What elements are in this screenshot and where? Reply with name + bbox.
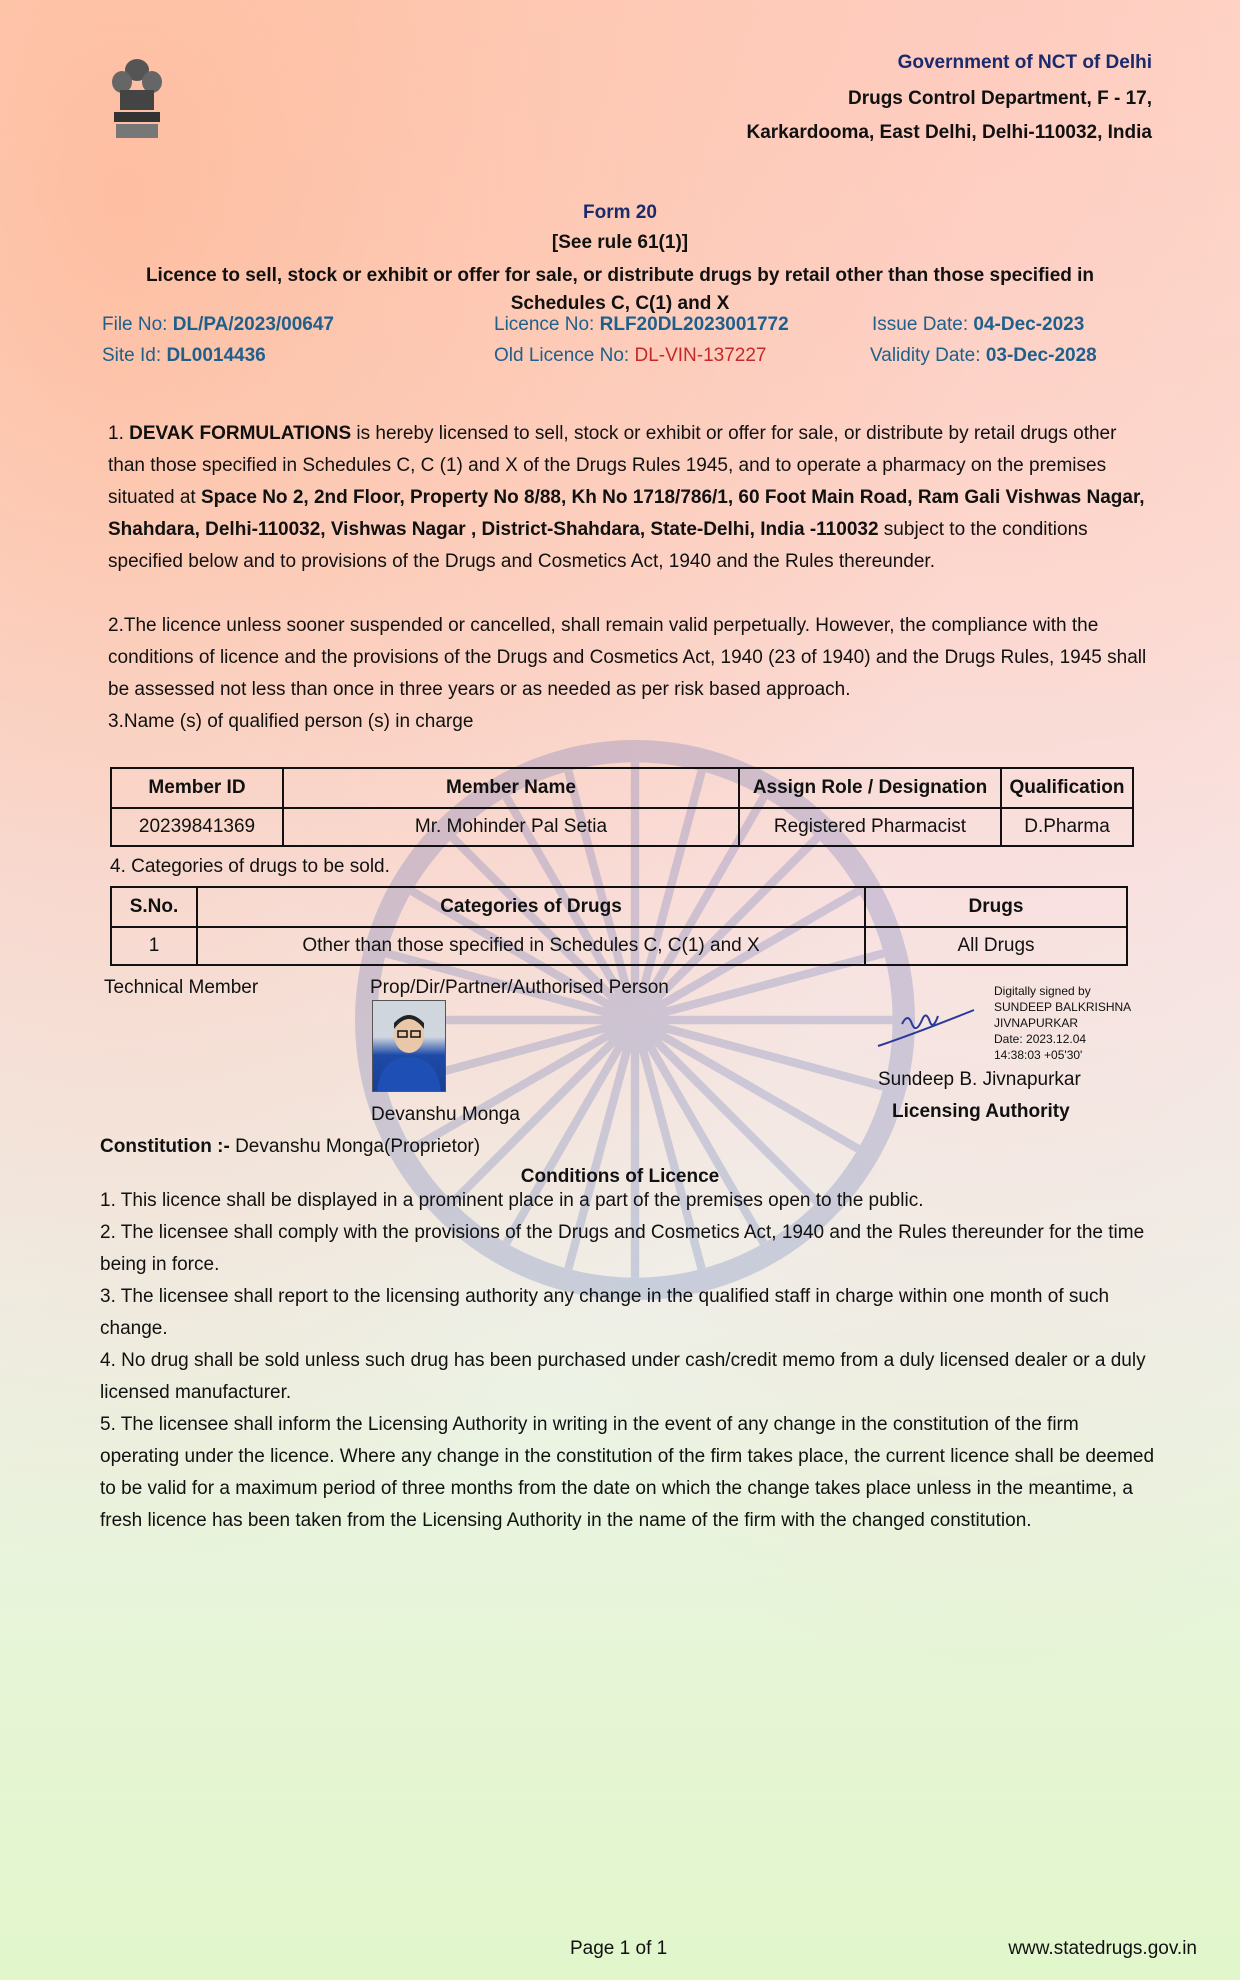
licence-paragraph-3: 3.Name (s) of qualified person (s) in charge	[108, 711, 474, 732]
proprietor-name: Devanshu Monga	[371, 1104, 520, 1125]
col-member-id: Member ID	[111, 768, 283, 808]
form-rule: [See rule 61(1)]	[551, 232, 689, 253]
list-item: 4. No drug shall be sold unless such drug has been purchased under cash/credit memo from a duly licensed dealer or a duly licensed manufacturer.	[100, 1350, 1146, 1403]
form-title: Form 20	[583, 202, 657, 223]
file-no: File No: DL/PA/2023/00647	[102, 314, 334, 335]
conditions-title: Conditions of Licence	[520, 1166, 720, 1187]
digital-signature-block: Digitally signed by SUNDEEP BALKRISHNA JIVNAPURKAR Date: 2023.12.04 14:38:03 +05'30'	[994, 984, 1132, 1062]
technical-member-label: Technical Member	[104, 977, 259, 998]
licence-no: Licence No: RLF20DL2023001772	[494, 314, 789, 335]
col-member-name: Member Name	[283, 768, 739, 808]
national-emblem-icon	[106, 56, 168, 142]
prop-label: Prop/Dir/Partner/Authorised Person	[370, 977, 669, 998]
table-row: 1 Other than those specified in Schedules C, C(1) and X All Drugs	[111, 927, 1127, 965]
licence-title-line-1: Licence to sell, stock or exhibit or offer for sale, or distribute drugs by retail other than those specified in	[145, 265, 1095, 286]
col-categories: Categories of Drugs	[197, 887, 865, 927]
person-photo-icon	[373, 1001, 445, 1091]
firm-name: DEVAK FORMULATIONS	[129, 423, 352, 444]
list-item: 2. The licensee shall comply with the provisions of the Drugs and Cosmetics Act, 1940 and the Rules thereunder for the time being in force.	[100, 1222, 1145, 1275]
page-number: Page 1 of 1	[570, 1938, 668, 1959]
proprietor-photo	[372, 1000, 446, 1092]
col-sno: S.No.	[111, 887, 197, 927]
authority-title: Licensing Authority	[892, 1101, 1070, 1122]
table-row: 20239841369 Mr. Mohinder Pal Setia Registered Pharmacist D.Pharma	[111, 808, 1133, 846]
department-address: Karkardooma, East Delhi, Delhi-110032, India	[746, 122, 1152, 143]
conditions-list	[100, 1185, 1160, 1537]
col-role: Assign Role / Designation	[739, 768, 1001, 808]
col-qualification: Qualification	[1001, 768, 1133, 808]
government-name: Government of NCT of Delhi	[897, 52, 1152, 73]
authority-name: Sundeep B. Jivnapurkar	[878, 1069, 1081, 1090]
licence-paragraph-2: 2.The licence unless sooner suspended or cancelled, shall remain valid perpetually. However, the compliance with the conditions of licence and the provisions of the Drugs and Cosmetics Act, 1940 (23 of 1940) and the Drugs Rules, 1945 shall be assessed not less than once in three years or as needed as per risk based approach.	[108, 615, 1147, 700]
old-licence-no: Old Licence No: DL-VIN-137227	[494, 345, 767, 366]
list-item: 1. This licence shall be displayed in a prominent place in a part of the premises open to the public.	[100, 1190, 924, 1211]
department-name: Drugs Control Department, F - 17,	[847, 88, 1152, 109]
constitution: Constitution :- Devanshu Monga(Proprietor)	[100, 1136, 481, 1157]
list-item: 3. The licensee shall report to the licensing authority any change in the qualified staff in charge within one month of such change.	[100, 1286, 1110, 1339]
licence-title-line-2: Schedules C, C(1) and X	[510, 293, 730, 314]
issue-date: Issue Date: 04-Dec-2023	[872, 314, 1085, 335]
site-id: Site Id: DL0014436	[102, 345, 266, 366]
list-item: 5. The licensee shall inform the Licensing Authority in writing in the event of any change in the constitution of the firm operating under the licence. Where any change in the constitution of the firm takes place, the current licence shall be deemed to be valid for a maximum period of three months from the date on which the change takes place unless in the meantime, a fresh licence has been taken from the Licensing Authority in the name of the firm with the changed constitution.	[100, 1414, 1155, 1531]
col-drugs: Drugs	[865, 887, 1127, 927]
drug-categories-table	[110, 886, 1128, 966]
table-header-row	[111, 768, 1133, 808]
validity-date: Validity Date: 03-Dec-2028	[870, 345, 1097, 366]
signature-scribble-icon	[874, 996, 984, 1052]
table-header-row	[111, 887, 1127, 927]
licence-paragraph-4: 4. Categories of drugs to be sold.	[110, 856, 390, 877]
qualified-persons-table	[110, 767, 1134, 847]
licence-paragraph-1: 1. DEVAK FORMULATIONS is hereby licensed to sell, stock or exhibit or offer for sale, or distribute by retail drugs other than those specified in Schedules C, C (1) and X of the Drugs Rules 1945, and to operate a pharmacy on the premises situated at Space No 2, 2nd Floor, Property No 8/88, Kh No 1718/786/1, 60 Foot Main Road, Ram Gali Vishwas Nagar, Shahdara, Delhi-110032, Vishwas Nagar , District-Shahdara, State-Delhi, India -110032 subject to the conditions specified below and to provisions of the Drugs and Cosmetics Act, 1940 and the Rules thereunder.	[108, 423, 1145, 572]
licence-title	[0, 260, 1240, 318]
premises-address: Space No 2, 2nd Floor, Property No 8/88, Kh No 1718/786/1, 60 Foot Main Road, Ram Gali Vishwas Nagar, Shahdara, Delhi-110032, Vishwas Nagar , District-Shahdara, State-Delhi, India -110032	[108, 487, 1145, 540]
footer-website: www.statedrugs.gov.in	[1008, 1938, 1197, 1959]
